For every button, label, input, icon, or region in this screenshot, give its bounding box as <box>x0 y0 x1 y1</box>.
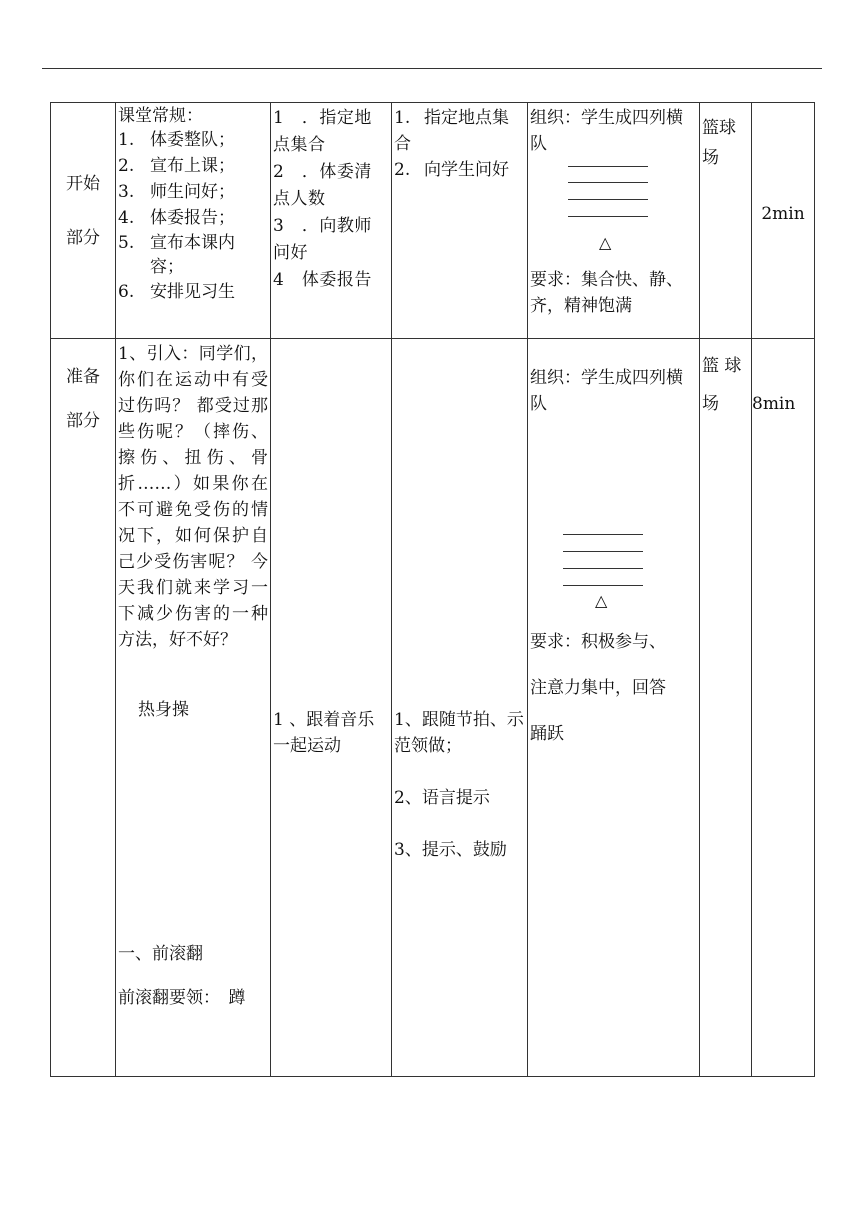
prep-venue-cell <box>700 339 752 1077</box>
formation-diagram <box>530 417 697 617</box>
formation-line <box>568 216 648 217</box>
formation-diagram <box>530 157 697 267</box>
student-item: 4 体委报告 <box>273 270 372 290</box>
part-label-line: 部分 <box>66 228 100 248</box>
intro-text: 1、引入：同学们，你们在运动中有受过伤吗？ 都受过那些伤呢？（摔伤、擦伤、扭伤、骨折……）如果你在不可避免受伤的情况下，如何保护自己少受伤害呢？ 今天我们就来学习一下减少伤害的一种方法，好不好？ <box>118 344 268 650</box>
section-title: 一、前滚翻 <box>118 944 203 964</box>
teacher-list <box>394 105 525 183</box>
start-row <box>51 103 815 339</box>
start-org-cell <box>528 103 700 339</box>
start-part-cell <box>51 103 116 339</box>
part-label-line: 开始 <box>66 174 100 194</box>
venue-line: 篮球 <box>702 118 736 138</box>
formation-line <box>568 166 648 167</box>
start-teacher-cell <box>392 103 528 339</box>
prep-time-cell <box>752 339 815 1077</box>
prep-row <box>51 339 815 1077</box>
prep-org-cell <box>528 339 700 1077</box>
student-item: 2 ．体委清点人数 <box>273 162 372 209</box>
org-title: 组织：学生成四列横队 <box>530 368 683 414</box>
prep-part-cell <box>51 339 116 1077</box>
start-venue-cell <box>700 103 752 339</box>
routine-list <box>118 127 268 305</box>
formation-line <box>563 568 643 569</box>
prep-teacher-cell <box>392 339 528 1077</box>
lesson-plan-table <box>50 102 815 1077</box>
formation-line <box>563 534 643 535</box>
teacher-triangle-icon: △ <box>595 591 608 610</box>
list-item: 1. 指定地点集合 <box>394 108 509 154</box>
org-requirement-line: 注意力集中，回答 <box>530 678 666 698</box>
org-title: 组织：学生成四列横队 <box>530 108 683 154</box>
teacher-item: 3、提示、鼓励 <box>394 840 507 860</box>
student-item: 1 、跟着音乐一起运动 <box>273 710 375 756</box>
venue-line: 篮 球 <box>702 356 742 376</box>
list-item: 2. 向学生问好 <box>394 160 509 180</box>
time-value: 8min <box>752 394 796 414</box>
list-item: 2. 宣布上课； <box>118 156 235 176</box>
section-note: 前滚翻要领： 蹲 <box>118 988 246 1008</box>
header-rule <box>42 68 822 69</box>
formation-line <box>568 199 648 200</box>
warmup-label: 热身操 <box>138 700 189 720</box>
venue-line: 场 <box>702 394 719 414</box>
start-student-cell <box>271 103 392 339</box>
part-label-line: 部分 <box>66 411 100 431</box>
org-requirement-line: 踊跃 <box>530 724 564 744</box>
start-time-cell <box>752 103 815 339</box>
time-value: 2min <box>761 204 805 224</box>
prep-content-cell <box>116 339 271 1077</box>
list-item: 5. 宣布本课内容； <box>118 233 235 277</box>
student-item: 1 ．指定地点集合 <box>273 108 372 155</box>
content-title: 课堂常规： <box>118 106 203 126</box>
teacher-triangle-icon: △ <box>599 233 612 252</box>
teacher-item: 2、语言提示 <box>394 788 490 808</box>
prep-student-cell <box>271 339 392 1077</box>
formation-line <box>563 585 643 586</box>
part-label-line: 准备 <box>66 367 100 387</box>
venue-line: 场 <box>702 148 719 168</box>
list-item: 4. 体委报告； <box>118 208 235 228</box>
formation-line <box>568 182 648 183</box>
org-requirement: 要求：集合快、静、齐，精神饱满 <box>530 270 683 316</box>
list-item: 6. 安排见习生 <box>118 282 235 302</box>
student-item: 3 ．向教师问好 <box>273 216 372 263</box>
org-requirement-line: 要求：积极参与、 <box>530 632 666 652</box>
formation-line <box>563 551 643 552</box>
list-item: 1. 体委整队； <box>118 130 235 150</box>
list-item: 3. 师生问好； <box>118 182 235 202</box>
start-content-cell <box>116 103 271 339</box>
teacher-item: 1、跟随节拍、示范领做； <box>394 710 524 756</box>
